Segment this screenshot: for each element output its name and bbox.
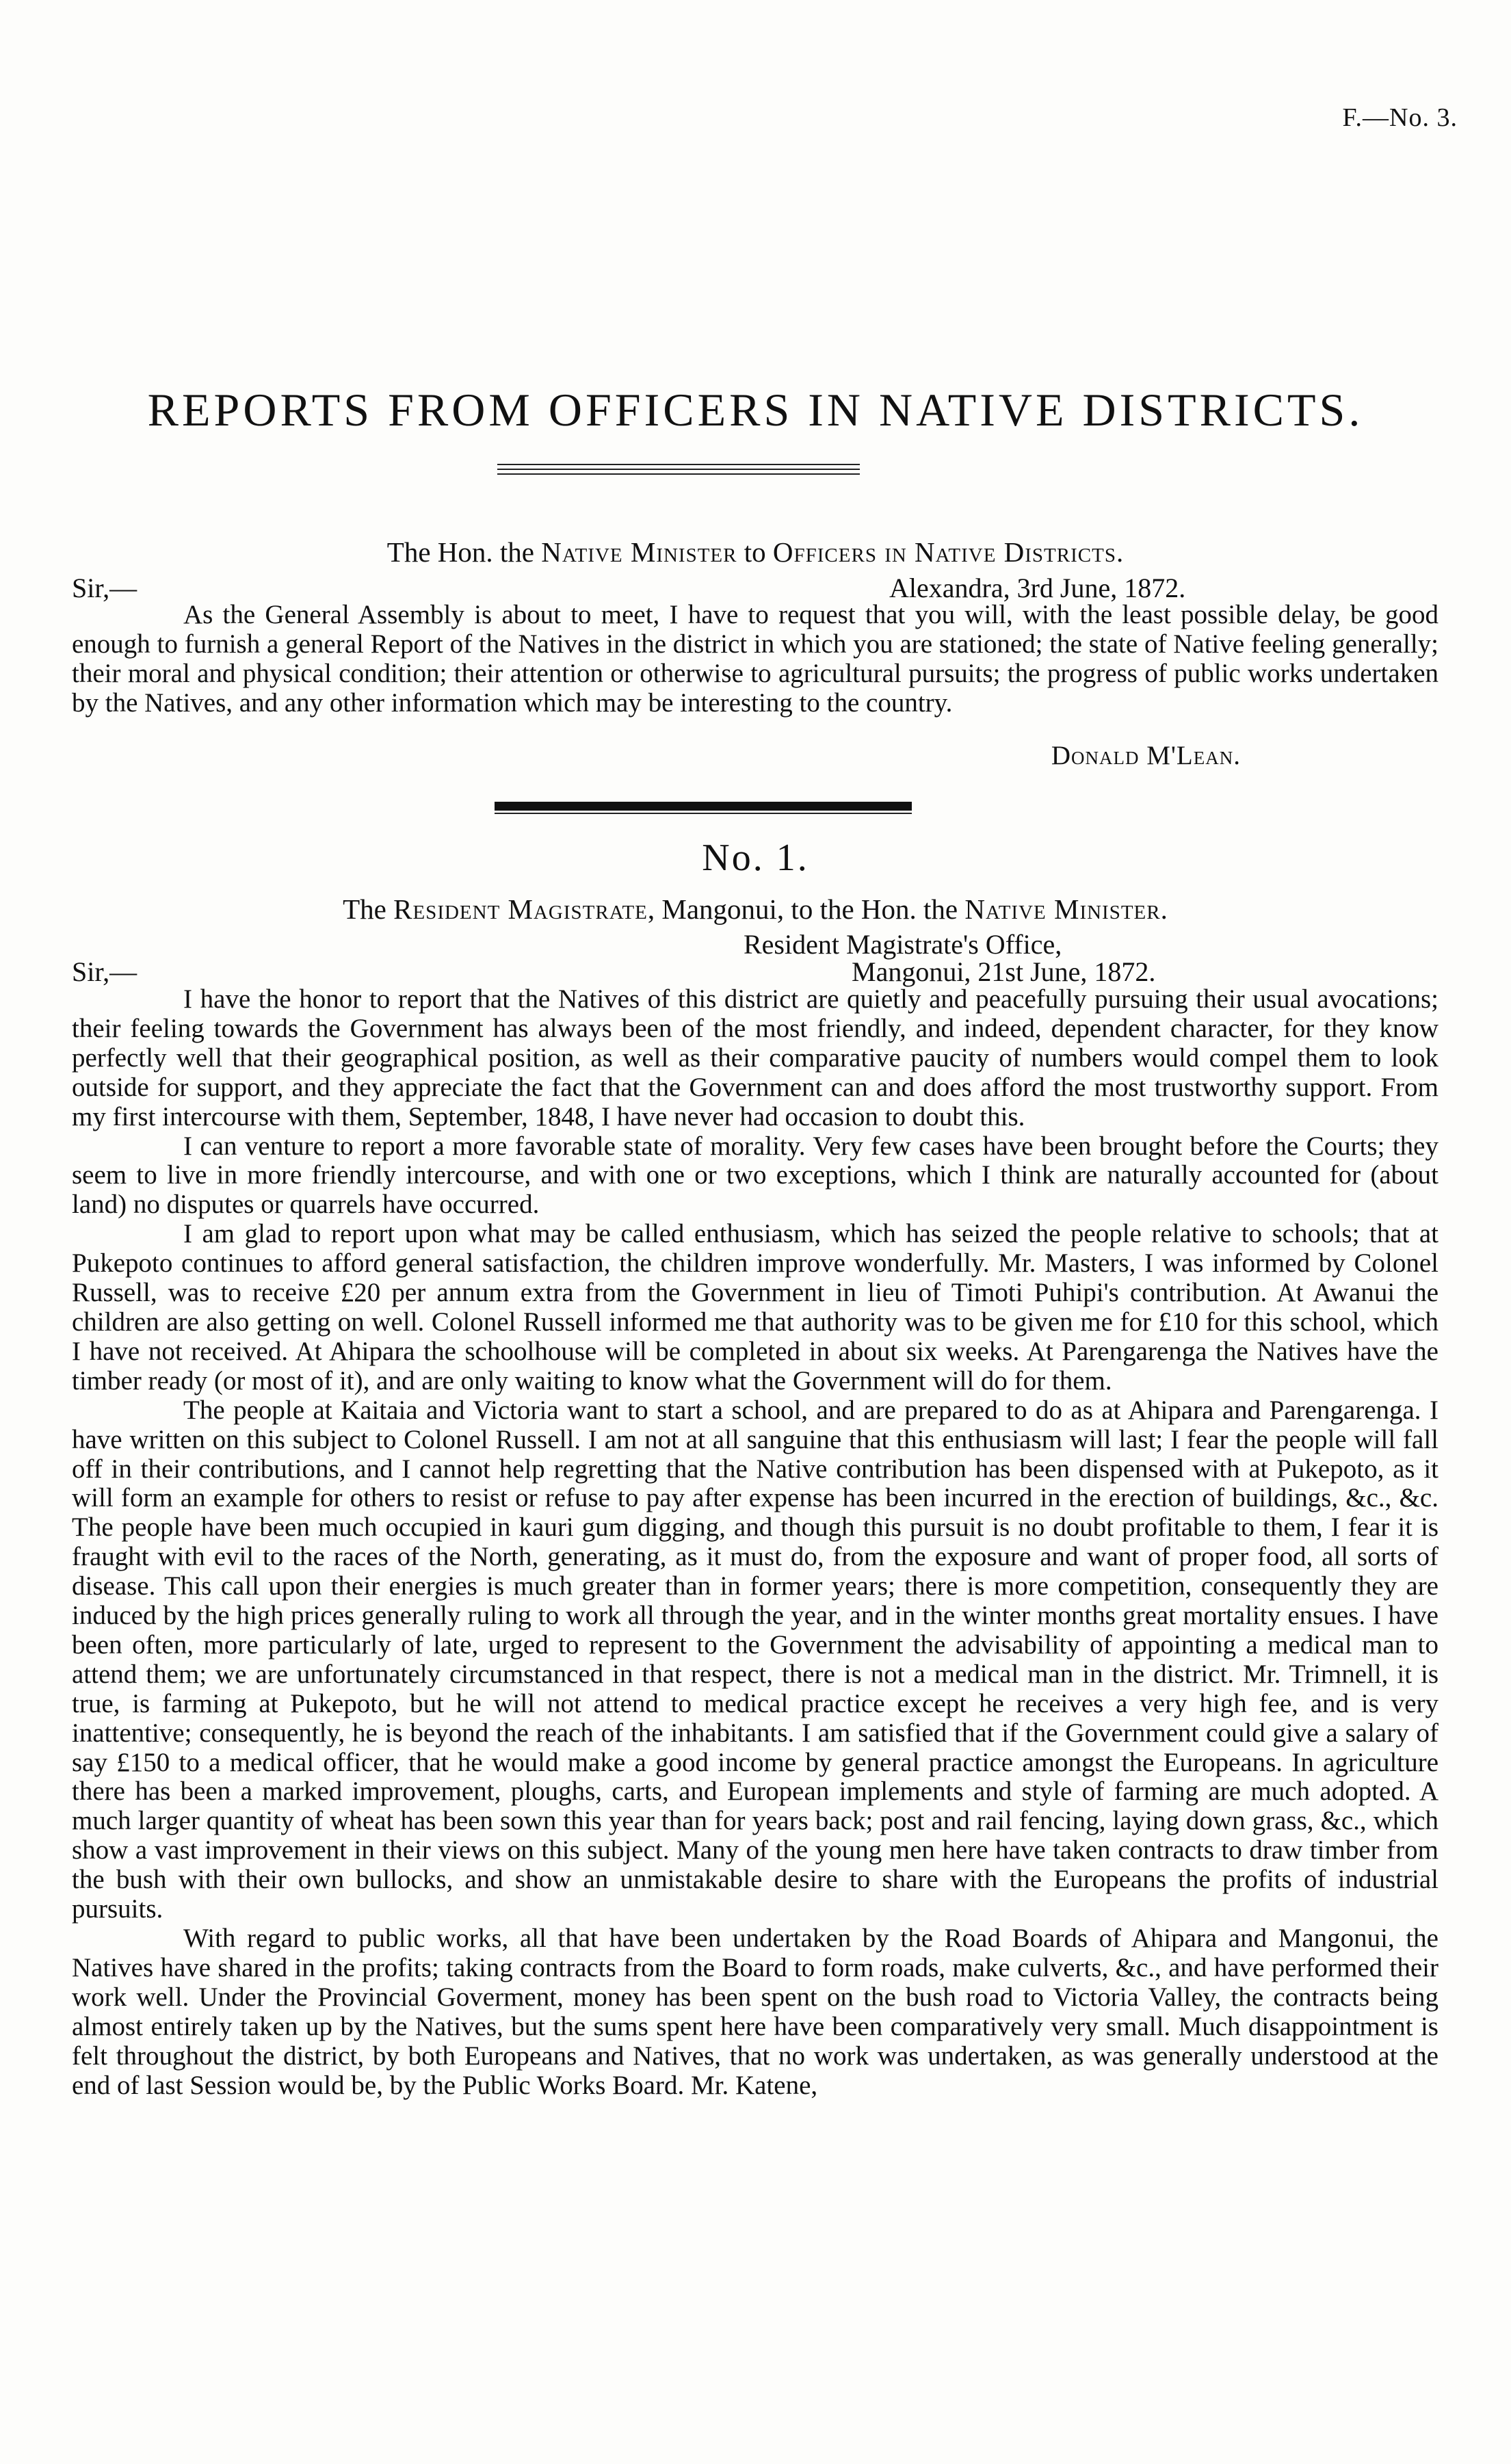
circular-heading-pre: The Hon. the xyxy=(386,536,542,568)
report-body xyxy=(72,985,1438,2100)
title-divider xyxy=(497,464,860,475)
circular-dateline: Alexandra, 3rd June, 1872. xyxy=(889,573,1186,603)
report-paragraph: The people at Kaitaia and Victoria want to start a school, and are prepared to do as at Ahipara and Parengarenga. I have written on this subject to Colonel Russell. I am not at all sanguine that this enthusiasm will last; I fear the people will fall off in their contributions, and I cannot help regretting that the Native contribution has been dispensed with at Pukepoto, as it will form an example for others to resist or refuse to pay after expense has been incurred in the erection of buildings, &c., &c. The people have been much occupied in kauri gum digging, and though this pursuit is no doubt profitable to them, I fear it is fraught with evil to the races of the North, generating, as it must do, from the exposure and want of proper food, all sorts of disease. This call upon their energies is much greater than in former years; there is more competition, consequently they are induced by the high prices generally ruling to work all through the year, and in the winter months great mortality ensues. I have been often, more particularly of late, urged to represent to the Government the advisability of appointing a medical man to attend them; we are unfortunately circumstanced in that respect, there is not a medical man in the district. Mr. Trimnell, it is true, is farming at Pukepoto, but he will not attend to medical practice except he receives a very high fee, and is very inattentive; consequently, he is beyond the reach of the inhabitants. I am satisfied that if the Government could give a salary of say £150 to a medical officer, that he would make a good income by general practice amongst the Europeans. In agriculture there has been a marked improvement, ploughs, carts, and European implements and style of farming are much adopted. A much larger quantity of wheat has been sown this year than for years back; post and rail fencing, laying down grass, &c., which show a vast improvement in their views on this subject. Many of the young men here have taken contracts to draw timber from the bush with their own bullocks, and show an unmistakable desire to share with the Europeans the profits of industrial pursuits. xyxy=(72,1395,1438,1924)
circular-paragraph: As the General Assembly is about to meet, I have to request that you will, with the least possible delay, be good enough to furnish a general Report of the Natives in the district in which you are stationed; the state of Native feeling generally; their moral and physical condition; their attention or otherwise to agricultural pursuits; the progress of public works undertaken by the Natives, and any other information which may be interesting to the country. xyxy=(72,600,1438,718)
circular-heading-mid: to xyxy=(737,536,773,568)
circular-heading-to: Officers in Native Districts. xyxy=(772,536,1125,568)
circular-signature: Donald M'Lean. xyxy=(1051,741,1241,770)
report-office: Resident Magistrate's Office, xyxy=(744,929,1062,960)
report-paragraph: I can venture to report a more favorable state of morality. Very few cases have been brought before the Courts; they seem to live in more friendly intercourse, and with one or two exceptions, which I think are naturally accounted for (about land) no disputes or quarrels have occurred. xyxy=(72,1131,1438,1220)
circular-salutation: Sir,— xyxy=(72,573,137,603)
report-heading xyxy=(0,893,1511,926)
report-number: No. 1. xyxy=(702,837,809,879)
report-heading-mid: , Mangonui, to the Hon. the xyxy=(647,893,965,925)
report-heading-to: Native Minister. xyxy=(964,893,1168,925)
report-paragraph: With regard to public works, all that have been undertaken by the Road Boards of Ahipara and Mangonui, the Natives have shared in the profits; taking contracts from the Board to form roads, make culverts, &c., and have performed their work well. Under the Provincial Goverment, money has been spent on the bush road to Victoria Valley, the contracts being almost entirely taken up by the Natives, but the sums spent here have been comparatively very small. Much disappointment is felt throughout the district, by both Europeans and Natives, that no work was undertaken, as was generally understood at the end of last Session would be, by the Public Works Board. Mr. Katene, xyxy=(72,1924,1438,2100)
section-divider xyxy=(495,802,912,811)
page-reference: F.—No. 3. xyxy=(1342,103,1458,132)
report-dateline: Mangonui, 21st June, 1872. xyxy=(852,956,1156,987)
report-heading-from: Resident Magistrate xyxy=(393,893,648,925)
circular-body xyxy=(72,601,1438,718)
circular-heading xyxy=(0,536,1511,568)
report-paragraph: I am glad to report upon what may be called enthusiasm, which has seized the people relative to schools; that at Pukepoto continues to afford general satisfaction, the children improve wonderfully. Mr. Masters, I was informed by Colonel Russell, was to receive £20 per annum extra from the Government in lieu of Timoti Puhipi's contribution. At Awanui the children are also getting on well. Colonel Russell informed me that authority was to be given me for £10 for this school, which I have not received. At Ahipara the schoolhouse will be completed in about six weeks. At Parengarenga the Natives have the timber ready (or most of it), and are only waiting to know what the Government will do for them. xyxy=(72,1219,1438,1395)
report-paragraph: I have the honor to report that the Natives of this district are quietly and peacefully pursuing their usual avocations; their feeling towards the Government has always been of the most friendly, and indeed, dependent character, for they know perfectly well that their geographical position, as well as their comparative paucity of numbers would compel them to look outside for support, and they appreciate the fact that the Government can and does afford the most trustworthy support. From my first intercourse with them, September, 1848, I have never had occasion to doubt this. xyxy=(72,984,1438,1131)
report-heading-pre: The xyxy=(343,893,394,925)
circular-heading-from: Native Minister xyxy=(541,536,737,568)
document-title: REPORTS FROM OFFICERS IN NATIVE DISTRICTS. xyxy=(147,384,1364,436)
report-salutation: Sir,— xyxy=(72,956,137,987)
